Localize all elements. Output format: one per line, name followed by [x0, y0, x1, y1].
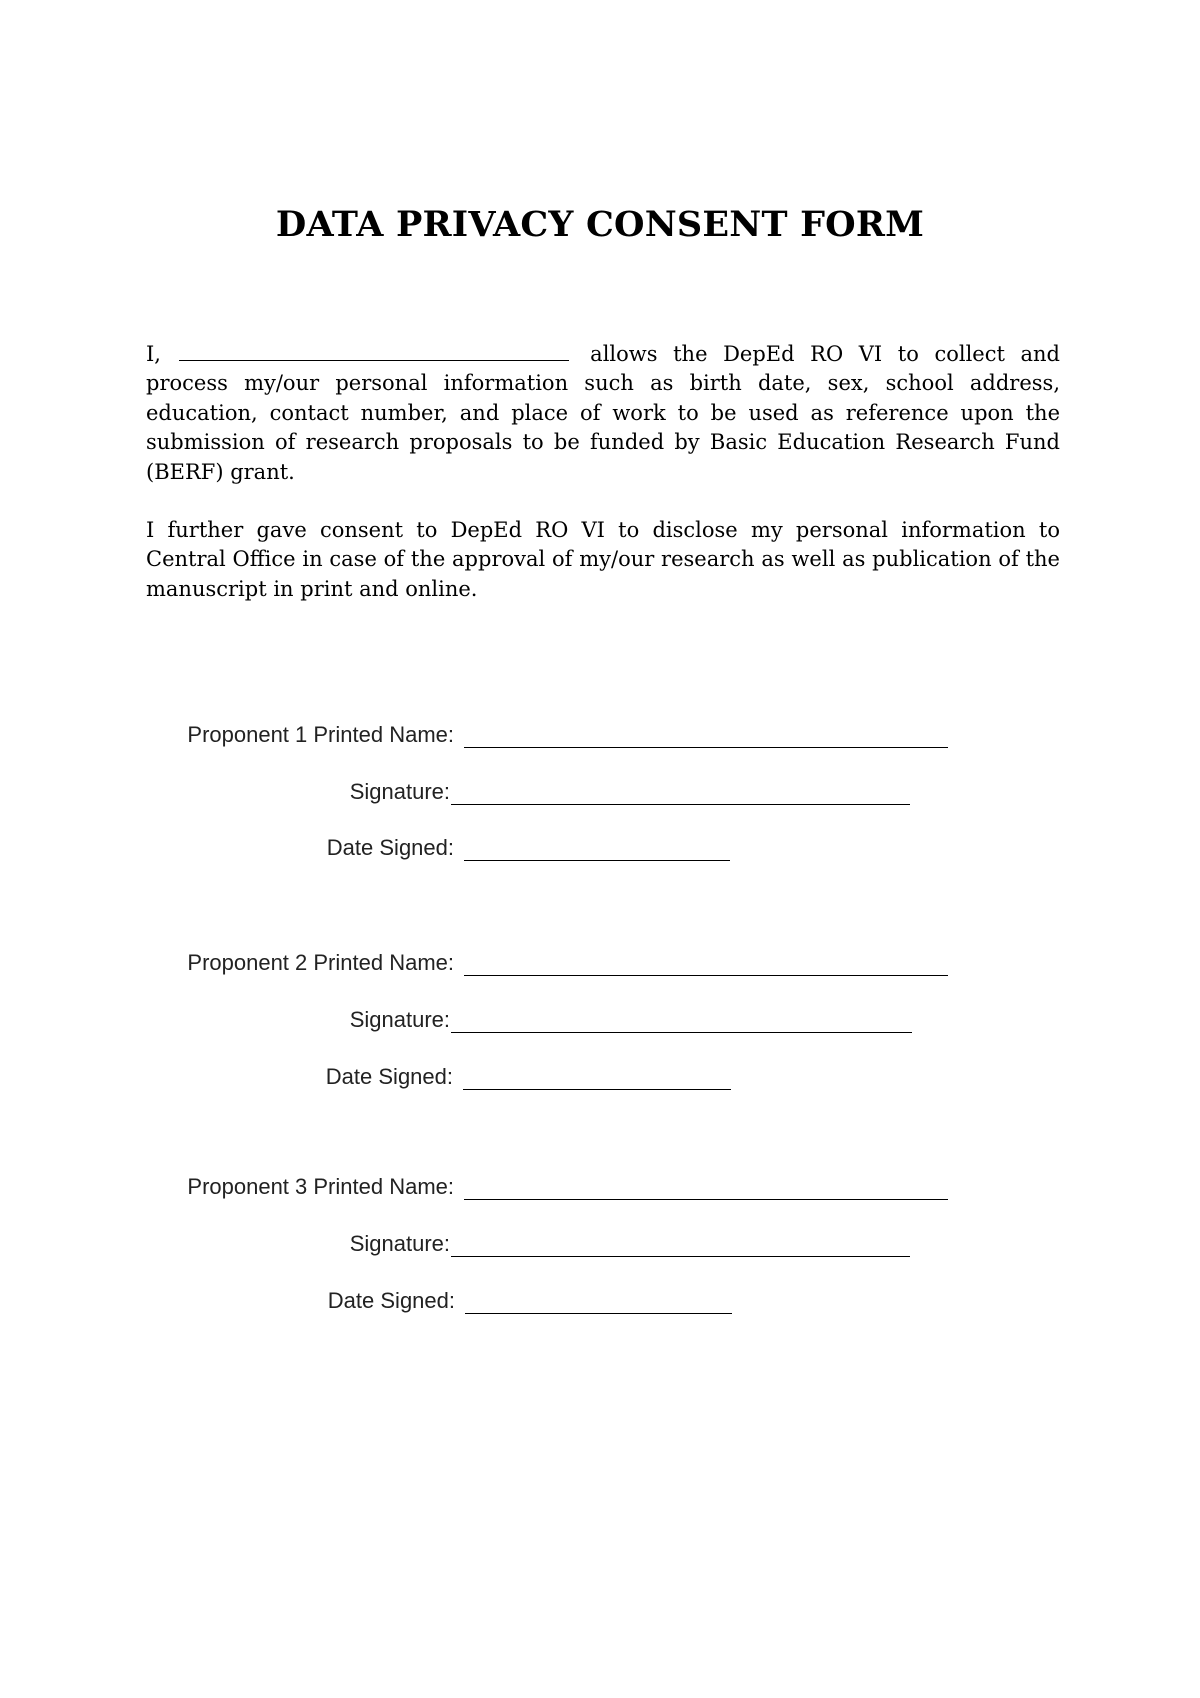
proponent-3-name-line[interactable]	[464, 1199, 948, 1200]
consent-paragraph-2: I further gave consent to DepEd RO VI to disclose my personal information to Central Office in case of the approval of my/our research as well as publication of the manuscript in print and online.	[146, 518, 1060, 601]
proponent-3-date-line[interactable]	[465, 1313, 732, 1314]
proponent-1-name-row	[0, 722, 454, 752]
consent-paragraph-1	[146, 340, 1060, 487]
paragraph-1-prefix: I,	[146, 342, 161, 366]
proponent-3-name-row	[0, 1174, 454, 1204]
proponent-1-name-label: Proponent 1 Printed Name:	[187, 722, 454, 747]
proponent-2-date-line[interactable]	[463, 1089, 731, 1090]
proponent-1-signature-label: Signature:	[349, 779, 450, 804]
proponent-2-date-label: Date Signed:	[325, 1064, 453, 1089]
proponent-3-name-label: Proponent 3 Printed Name:	[187, 1174, 454, 1199]
proponent-1-date-row	[0, 835, 454, 865]
proponent-1-date-label: Date Signed:	[326, 835, 454, 860]
proponent-1-signature-row	[0, 779, 450, 809]
proponent-1-date-line[interactable]	[464, 860, 730, 861]
proponent-1-signature-line[interactable]	[451, 804, 910, 805]
paragraph-1-body: allows the DepEd RO VI to collect and process my/our personal information such as birth date, sex, school address, education, contact number, and place of work to be used as reference upon the submission of research proposals to be funded by Basic Education Research Fund (BERF) grant.	[146, 342, 1060, 484]
document-title: DATA PRIVACY CONSENT FORM	[275, 204, 925, 245]
proponent-3-date-row	[0, 1288, 455, 1318]
proponent-2-name-line[interactable]	[464, 975, 948, 976]
proponent-2-name-row	[0, 950, 454, 980]
proponent-2-date-row	[0, 1064, 453, 1094]
proponent-2-signature-line[interactable]	[451, 1032, 912, 1033]
proponent-1-name-line[interactable]	[464, 747, 948, 748]
proponent-2-signature-row	[0, 1007, 450, 1037]
proponent-2-signature-label: Signature:	[349, 1007, 450, 1032]
proponent-3-signature-label: Signature:	[349, 1231, 450, 1256]
proponent-3-date-label: Date Signed:	[327, 1288, 455, 1313]
consenter-name-blank[interactable]	[179, 346, 569, 361]
proponent-3-signature-line[interactable]	[451, 1256, 910, 1257]
proponent-2-name-label: Proponent 2 Printed Name:	[187, 950, 454, 975]
proponent-3-signature-row	[0, 1231, 450, 1261]
